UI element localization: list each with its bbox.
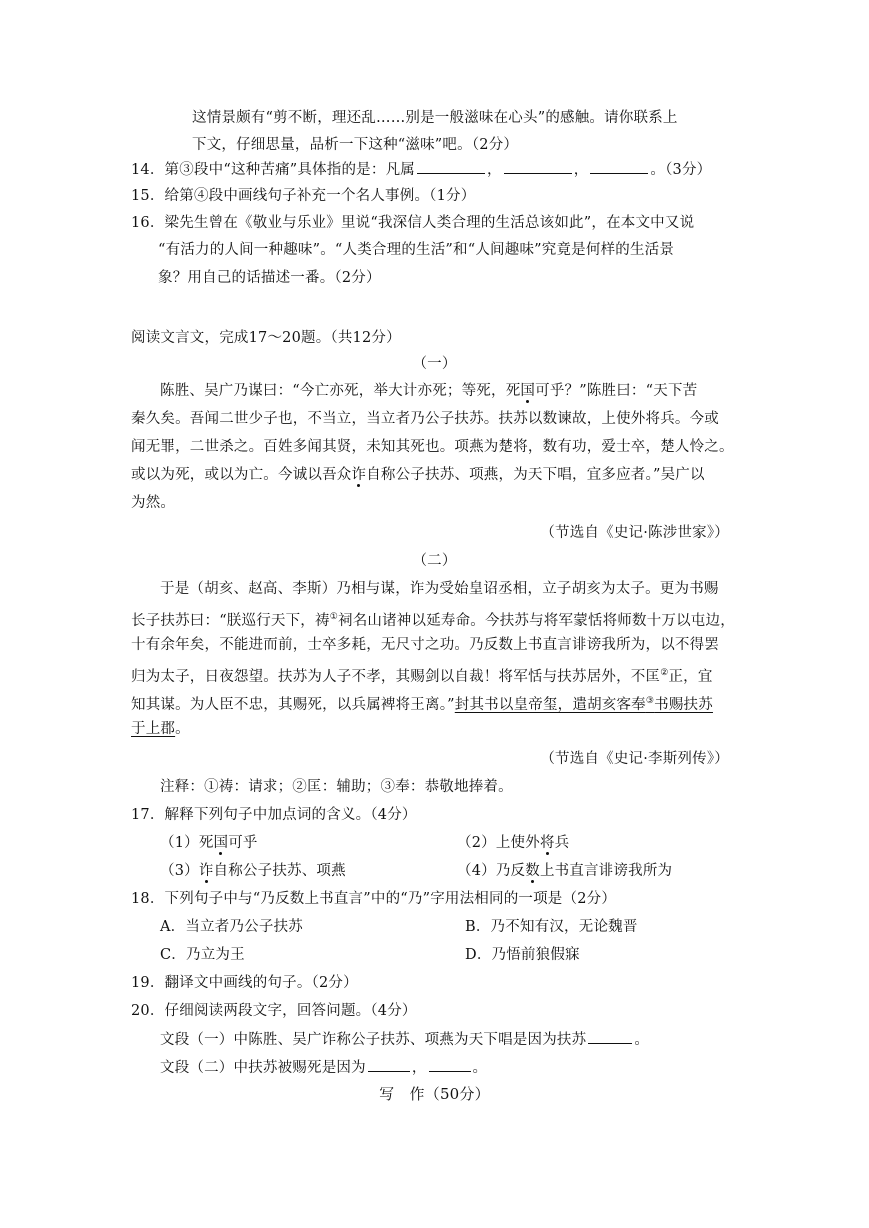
passage-1-line-4 [131, 465, 705, 485]
dotted-word: 将 [539, 835, 555, 851]
text-run: 。 [634, 1032, 650, 1048]
annotations: 注释：①祷：请求；②匡：辅助；③奉：恭敬地捧着。 [160, 779, 513, 795]
passage-1-line-5: 为然。 [131, 495, 176, 511]
text-run: （2）上使外 [457, 835, 540, 851]
question-20: 20．仔细阅读两段文字，回答问题。（4分） [131, 1003, 417, 1019]
text-run: 归为太子，日夜怨望。扶苏为人子不孝，其赐剑以自裁！将军恬与扶苏居外，不匡 [131, 668, 661, 685]
text-run: 知其谋。为人臣不忠，其赐死，以兵属裨将王离。” [131, 696, 455, 713]
passage-2-source: （节选自《史记·李斯列传》） [540, 751, 729, 767]
q15-end: ） [460, 188, 476, 204]
footnote-mark: ① [329, 612, 338, 622]
text-run: 自称公子扶苏、项燕 [213, 863, 346, 879]
passage-1-line-3: 闻无罪，二世杀之。百姓多闻其贤，未知其死也。项燕为楚将，数有功，爱士卒，楚人怜之。 [131, 439, 734, 455]
question-16-line-1: 16．梁先生曾在《敬业与乐业》里说“我深信人类合理的生活总该如此”，在本文中又说 [131, 215, 695, 231]
text-run: 文段（一）中陈胜、吴广诈称公子扶苏、项燕为天下唱是因为扶苏 [160, 1032, 587, 1048]
text-run: 自称公子扶苏、项燕，为天下唱，宜多应者。”吴广以 [366, 467, 705, 483]
q13-line-2: 下文，仔细思量，品析一下这种“滋味”吧。（2分） [192, 137, 519, 153]
answer-blank[interactable] [588, 1029, 632, 1044]
q20-line-2 [160, 1057, 487, 1078]
footnote-mark: ② [660, 668, 669, 678]
text-run: 长子扶苏曰：“朕巡行天下，祷 [131, 612, 330, 629]
q17-item-1 [160, 833, 258, 853]
q14-separator: ， [486, 162, 502, 178]
passage-2-line-2 [131, 607, 735, 631]
text-run: 。 [175, 721, 190, 737]
q15-text: 15．给第④段中画线句子补充一个名人事例。（1分 [131, 188, 461, 204]
dotted-word: 诈 [351, 467, 367, 483]
answer-blank[interactable] [504, 159, 572, 174]
section-intro: 阅读文言文，完成17～20题。（共12分） [131, 330, 401, 346]
q17-item-3 [160, 861, 346, 881]
text-run: （1）死 [160, 835, 214, 851]
footnote-mark: ③ [645, 696, 655, 706]
q14-text: 14．第③段中“这种苦痛”具体指的是：凡属 [131, 162, 415, 178]
text-run: 陈胜、吴广乃谋曰：“今亡亦死，举大计亦死；等死，死 [160, 383, 521, 399]
passage-1-line-1 [160, 381, 697, 401]
q18-option-b[interactable]: B．乃不知有汉，无论魏晋 [465, 919, 638, 935]
text-run: 文段（二）中扶苏被赐死是因为 [160, 1060, 366, 1076]
passage-1-source: （节选自《史记·陈涉世家》） [540, 525, 729, 541]
q18-option-d[interactable]: D．乃悟前狼假寐 [465, 947, 580, 963]
underlined-sentence-end: 于上郡 [131, 721, 176, 737]
passage-2-line-4 [131, 663, 713, 687]
question-18: 18．下列句子中与“乃反数上书直言”中的“乃”字用法相同的一项是（2分） [131, 891, 617, 907]
question-16-line-3: 象？用自己的话描述一番。（2分） [158, 270, 381, 286]
passage-2-line-6 [131, 719, 190, 739]
text-run: 祠名山诸神以延寿命。今扶苏与将军蒙恬将师数十万以屯边， [338, 612, 735, 629]
q17-item-2 [457, 833, 569, 853]
underlined-sentence [455, 697, 713, 713]
dotted-word: 国 [520, 383, 536, 399]
text-run: 书赐扶苏 [654, 696, 713, 713]
q17-item-4 [457, 861, 672, 881]
writing-section-title: 写 作（50分） [379, 1085, 490, 1103]
dotted-word: 国 [213, 835, 229, 851]
answer-blank[interactable] [590, 159, 648, 174]
passage-2-line-5 [131, 691, 713, 715]
text-run: ， [411, 1060, 427, 1076]
dotted-word: 数 [525, 863, 540, 879]
question-16-line-2: “有活力的人间一种趣味”。“人类合理的生活”和“人间趣味”究竟是何样的生活景 [158, 242, 675, 258]
question-19: 19．翻译文中画线的句子。（2分） [131, 975, 358, 991]
passage-2-heading: （二） [412, 553, 457, 569]
passage-1-heading: （一） [412, 356, 457, 372]
text-run: 。 [472, 1060, 488, 1076]
text-run: （3） [160, 863, 199, 879]
passage-2-line-1: 于是（胡亥、赵高、李斯）乃相与谋，诈为受始皇诏丞相，立子胡亥为太子。更为书赐 [160, 581, 719, 597]
q14-end: 。（3分） [650, 162, 712, 178]
text-run: 可乎？”陈胜曰：“天下苦 [535, 383, 698, 399]
question-15 [131, 186, 475, 206]
text-run: （4）乃反 [457, 863, 526, 879]
passage-2-line-3: 十有余年矣，不能进而前，士卒多耗，无尺寸之功。乃反数上书直言诽谤我所为，以不得罢 [131, 637, 719, 653]
q13-line-1: 这情景颇有“剪不断，理还乱……别是一般滋味在心头”的感触。请你联系上 [192, 110, 678, 126]
answer-blank[interactable] [368, 1057, 410, 1072]
text-run: 封其书以皇帝玺，遣胡亥客奉 [454, 696, 646, 713]
dotted-word: 诈 [198, 863, 214, 879]
q14-separator: ， [573, 162, 589, 178]
text-run: 或以为死，或以为亡。今诚以吾众 [131, 467, 352, 483]
passage-1-line-2: 秦久矣。吾闻二世少子也，不当立，当立者乃公子扶苏。扶苏以数谏故，上使外将兵。今或 [131, 411, 719, 427]
question-17: 17．解释下列句子中加点词的含义。（4分） [131, 807, 417, 823]
text-run: 可乎 [228, 835, 258, 851]
text-run: 兵 [554, 835, 570, 851]
answer-blank[interactable] [429, 1057, 471, 1072]
question-14 [131, 159, 711, 180]
q20-line-1 [160, 1029, 649, 1050]
answer-blank[interactable] [417, 159, 485, 174]
text-run: 正，宜 [668, 668, 713, 685]
q18-option-a[interactable]: A．当立者乃公子扶苏 [160, 919, 303, 935]
q18-option-c[interactable]: C．乃立为王 [160, 947, 245, 963]
text-run: 上书直言诽谤我所为 [539, 863, 673, 879]
